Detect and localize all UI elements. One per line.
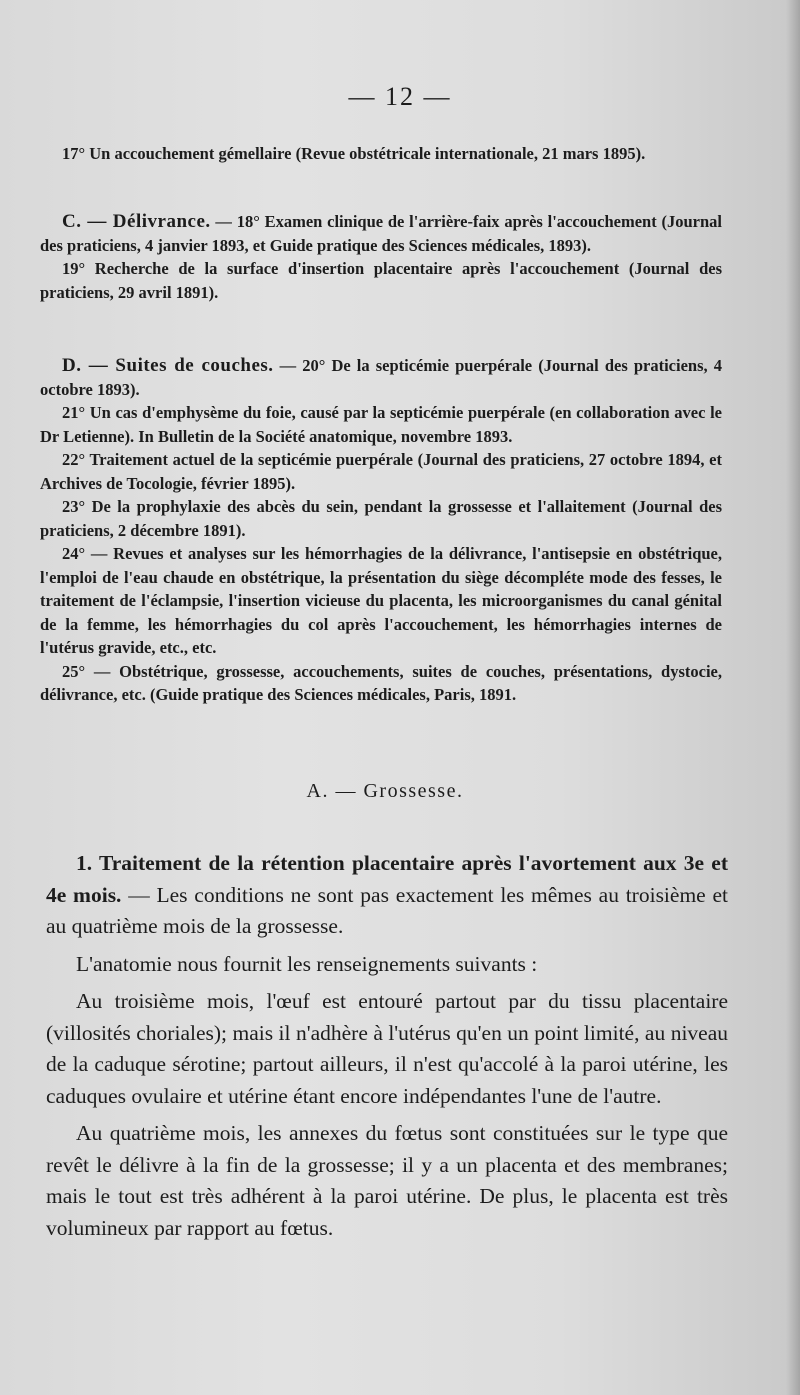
entry-20-text: — 20° De la septicémie puerpérale (Journal des praticiens, 4 octobre 1893). bbox=[40, 356, 722, 399]
section-d-label: D. — Suites de couches. bbox=[62, 355, 274, 376]
section-heading: A. — Grossesse. bbox=[306, 780, 464, 802]
entry-22: 22° Traitement actuel de la septicémie puerpérale (Journal des praticiens, 27 octobre 1894, et Archives de Tocologie, février 1895). bbox=[40, 450, 722, 493]
paragraph-1-text: — Les conditions ne sont pas exactement les mêmes au troisième et au quatrième mois de la grossesse. bbox=[46, 882, 728, 938]
entry-18-text: — 18° Examen clinique de l'arrière-faix après l'accouchement (Journal des praticiens, 4 janvier 1893, et Guide pratique des Sciences médicales, 1893). bbox=[40, 212, 722, 255]
paragraph-4: Au quatrième mois, les annexes du fœtus sont constituées sur le type que revêt le délivre à la fin de la grossesse; il y a un placenta et des membranes; mais le tout est très adhérent à la paroi utérine. De plus, le placenta est très volumineux par rapport au fœtus. bbox=[46, 1121, 728, 1240]
body-text bbox=[46, 848, 728, 1250]
bibliography-block-c bbox=[40, 210, 722, 304]
bibliography-block-b bbox=[40, 142, 722, 166]
paragraph-1-title: 1. Traitement de la rétention placentaire après l'avortement aux 3e et 4e mois. bbox=[46, 851, 728, 907]
entry-20 bbox=[40, 354, 722, 401]
paragraph-2: L'anatomie nous fournit les renseignements suivants : bbox=[76, 951, 538, 976]
entry-25: 25° — Obstétrique, grossesse, accouchements, suites de couches, présentations, dystocie, délivrance, etc. (Guide pratique des Sciences médicales, Paris, 1891. bbox=[40, 661, 722, 704]
section-c-label: C. — Délivrance. bbox=[62, 211, 211, 232]
entry-21: 21° Un cas d'emphysème du foie, causé par la septicémie puerpérale (en collaboration avec le Dr Letienne). In Bulletin de la Société anatomique, novembre 1893. bbox=[40, 403, 722, 446]
entry-23: 23° De la prophylaxie des abcès du sein, pendant la grossesse et l'allaitement (Journal des praticiens, 2 décembre 1891). bbox=[40, 497, 722, 540]
entry-24: 24° — Revues et analyses sur les hémorrhagies de la délivrance, l'antisepsie en obstétrique, l'emploi de l'eau chaude en obstétrique, la présentation du siège décompléte mode des fesses, le traitement de l'éclampsie, l'insertion vicieuse du placenta, les microorganismes du canal génital de la femme, les hémorrhagies du col après l'accouchement, les hémorrhagies internes de l'utérus gravide, etc., etc. bbox=[40, 544, 722, 657]
entry-19: 19° Recherche de la surface d'insertion placentaire après l'accouchement (Journal des praticiens, 29 avril 1891). bbox=[40, 259, 722, 302]
entry-18 bbox=[40, 210, 722, 257]
paragraph-3: Au troisième mois, l'œuf est entouré partout par du tissu placentaire (villosités choriales); mais il n'adhère à l'utérus qu'en un point limité, au niveau de la caduque sérotine; partout ailleurs, il n'est qu'accolé à la paroi utérine, les caduques ovulaire et utérine étant encore indépendantes l'une de l'autre. bbox=[46, 989, 728, 1108]
paragraph-1 bbox=[46, 848, 728, 943]
bibliography-block-d bbox=[40, 354, 722, 707]
page-edge-shadow bbox=[786, 0, 800, 1395]
page-number: — 12 — bbox=[348, 82, 452, 111]
entry-17: 17° Un accouchement gémellaire (Revue obstétricale internationale, 21 mars 1895). bbox=[62, 144, 646, 163]
